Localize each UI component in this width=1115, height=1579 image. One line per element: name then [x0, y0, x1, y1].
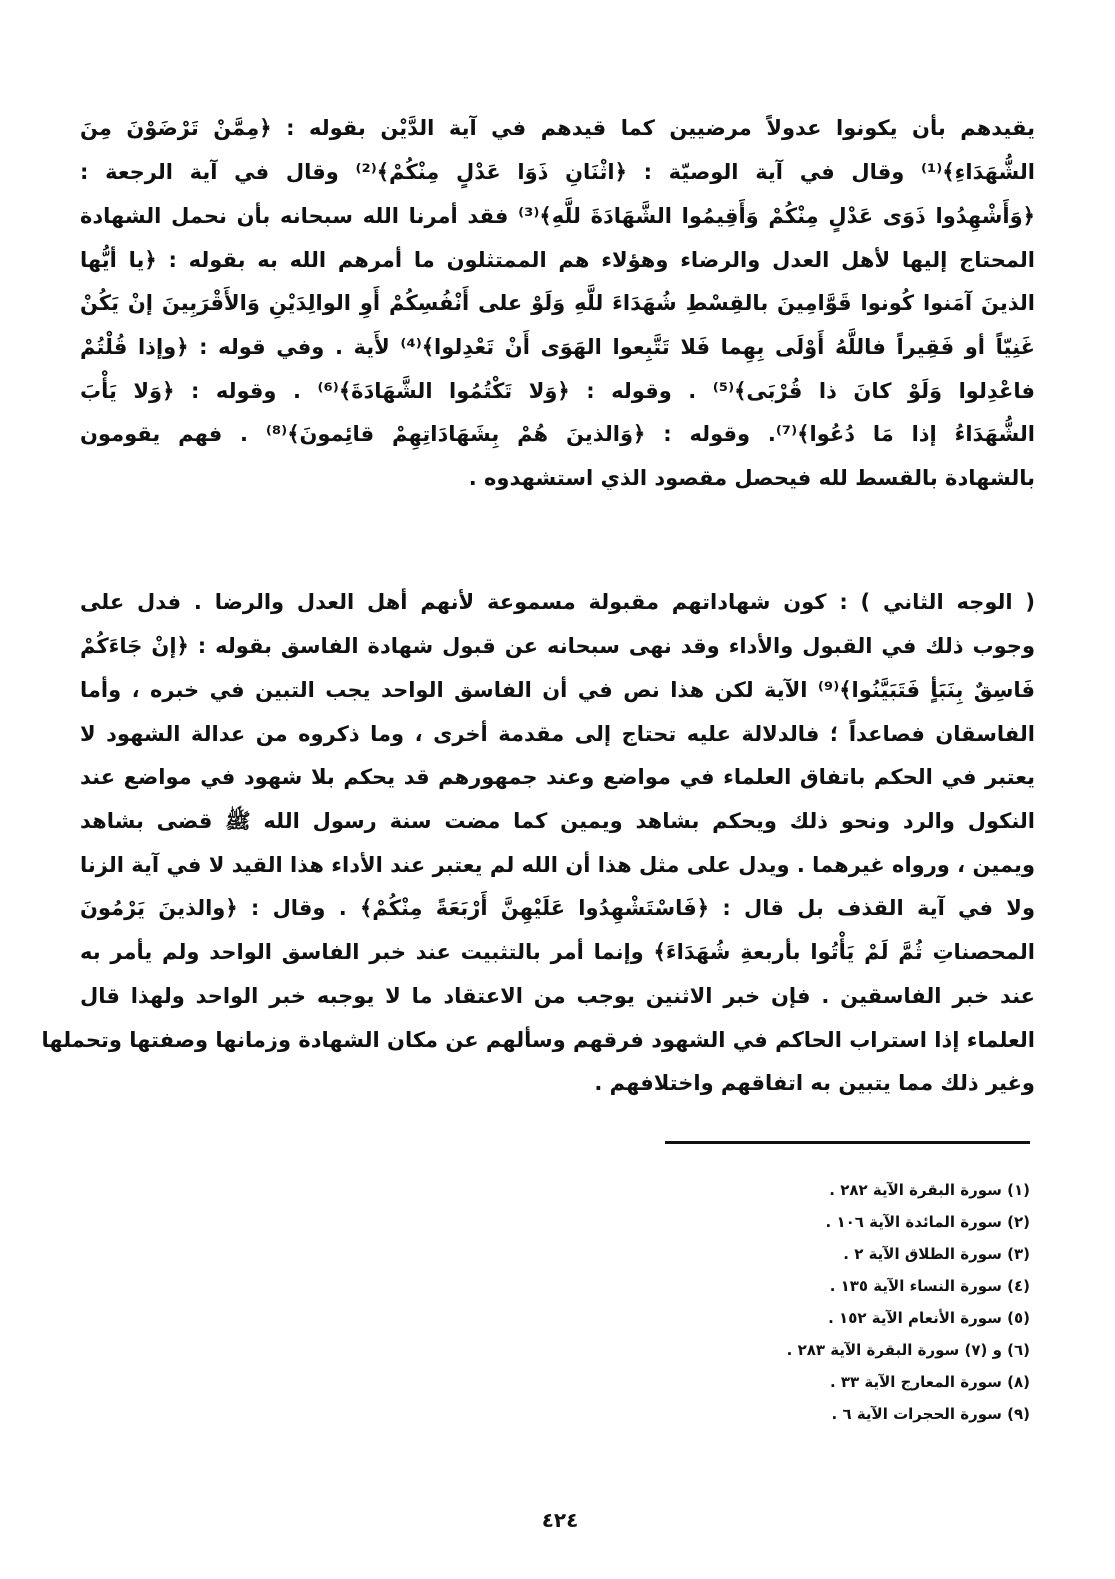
text-line: بالشهادة بالقسط لله فيحصل مقصود الذي استشهدوه .	[468, 466, 1035, 490]
footnote: (١) سورة البقرة الآية ٢٨٢ .	[829, 1181, 1030, 1199]
text-line: وغير ذلك مما يتبين به اتفاقهم واختلافهم .	[594, 1071, 1035, 1095]
footnote: (٦) و (٧) سورة البقرة الآية ٢٨٣ .	[786, 1341, 1030, 1359]
footnote: (٤) سورة النساء الآية ١٣٥ .	[829, 1277, 1030, 1295]
text-line: يقيدهم بأن يكونوا عدولاً مرضيين كما قيدهم في آية الدَّيْن بقوله : ﴿مِمَّنْ تَرْضَوْنَ مِنَ	[80, 116, 1035, 140]
text-line: غَنِيّاً أو فَقِيراً فاللَّهُ أَوْلَى بِهِما فَلا تَتَّبِعوا الهَوَى أَنْ تَعْدِلوا﴾⁽⁴⁾ لأَية . وفي قوله : ﴿وإذا قُلْتُمْ	[80, 335, 1035, 359]
text-line: النكول والرد ونحو ذلك ويحكم بشاهد ويمين كما مضت سنة رسول الله ﷺ قضى بشاهد	[80, 809, 1035, 833]
footnote: (٨) سورة المعارج الآية ٣٣ .	[829, 1373, 1030, 1391]
page-number: ٤٢٤	[541, 1508, 579, 1532]
text-line: الذينَ آمَنوا كُونوا قَوَّامِينَ بالقِسْطِ شُهَدَاءَ للَّهِ وَلَوْ على أَنْفُسِكُمْ أَوِ الوالِدَيْنِ وَالأَقْرَبِينَ إنْ يَكُنْ	[80, 291, 1035, 315]
text-line: الفاسقان فصاعداً ؛ فالدلالة عليه تحتاج إلى مقدمة أخرى ، وما ذكروه من عدالة الشهود لا	[80, 722, 1035, 746]
footnote: (٢) سورة المائدة الآية ١٠٦ .	[825, 1213, 1030, 1231]
footnote: (٩) سورة الحجرات الآية ٦ .	[831, 1405, 1030, 1423]
text-line: عند خبر الفاسقين . فإن خبر الاثنين يوجب من الاعتقاد ما لا يوجبه خبر الواحد ولهذا قال	[80, 984, 1035, 1008]
text-line: يعتبر في الحكم باتفاق العلماء في مواضع وعند جمهورهم قد يحكم بلا شهود في مواضع عند	[80, 765, 1035, 789]
text-line: العلماء إذا استراب الحاكم في الشهود فرقهم وسألهم عن مكان الشهادة وزمانها وصفتها وتحملها	[41, 1028, 1035, 1052]
text-line: الشُّهَدَاءُ إذا مَا دُعُوا﴾⁽⁷⁾. وقوله : ﴿وَالذينَ هُمْ بِشَهَادَاتِهِمْ قائِمونَ﴾⁽⁸⁾ . فهم يقومون	[80, 422, 1035, 446]
text-line: فَاسِقٌ بِنَبَأٍ فَتَبَيَّنُوا﴾⁽⁹⁾ الآية لكن هذا نص في أن الفاسق الواحد يجب التبين في خبره ، وأما	[80, 678, 1035, 702]
text-line: ويمين ، ورواه غيرهما . ويدل على مثل هذا أن الله لم يعتبر عند الأداء هذا القيد لا في آية الزنا	[80, 853, 1035, 877]
text-line: فاعْدِلوا وَلَوْ كانَ ذا قُرْبَى﴾⁽⁵⁾ . وقوله : ﴿وَلا تَكْتُمُوا الشَّهَادَةَ﴾⁽⁶⁾ . وقوله : ﴿وَلا يَأْبَ	[80, 379, 1035, 403]
text-line: ( الوجه الثاني ) : كون شهاداتهم مقبولة مسموعة لأنهم أهل العدل والرضا . فدل على	[80, 590, 1035, 614]
text-line: ﴿وَأَشْهِدُوا ذَوَى عَدْلٍ مِنْكُمْ وَأَقِيمُوا الشَّهَادَةَ للَّهِ﴾⁽³⁾ فقد أمرنا الله سبحانه بأن نحمل الشهادة	[80, 204, 1035, 228]
footnote: (٥) سورة الأنعام الآية ١٥٢ .	[828, 1309, 1030, 1327]
footnote-separator	[665, 1141, 1030, 1144]
text-line: الشُّهَدَاءِ﴾⁽¹⁾ وقال في آية الوصيّة : ﴿اثْنَانِ ذَوَا عَدْلٍ مِنْكُمْ﴾⁽²⁾ وقال في آية الرجعة :	[80, 160, 1035, 184]
footnote: (٣) سورة الطلاق الآية ٢ .	[843, 1245, 1030, 1263]
text-line: وجوب ذلك في القبول والأداء وقد نهى سبحانه عن قبول شهادة الفاسق بقوله : ﴿إنْ جَاءَكُمْ	[80, 634, 1035, 658]
text-line: ولا في آية القذف بل قال : ﴿فَاسْتَشْهِدُوا عَلَيْهِنَّ أَرْبَعَةً مِنْكُمْ﴾ . وقال : ﴿والذينَ يَرْمُونَ	[80, 896, 1035, 920]
text-line: المحتاج إليها لأهل العدل والرضاء وهؤلاء هم الممتثلون ما أمرهم الله به بقوله : ﴿يا أيُّها	[80, 248, 1035, 272]
text-line: المحصناتِ ثُمَّ لَمْ يَأْتُوا بأربعةِ شُهَدَاءَ﴾ وإنما أمر بالتثبيت عند خبر الفاسق الواحد ولم يأمر به	[80, 940, 1035, 964]
